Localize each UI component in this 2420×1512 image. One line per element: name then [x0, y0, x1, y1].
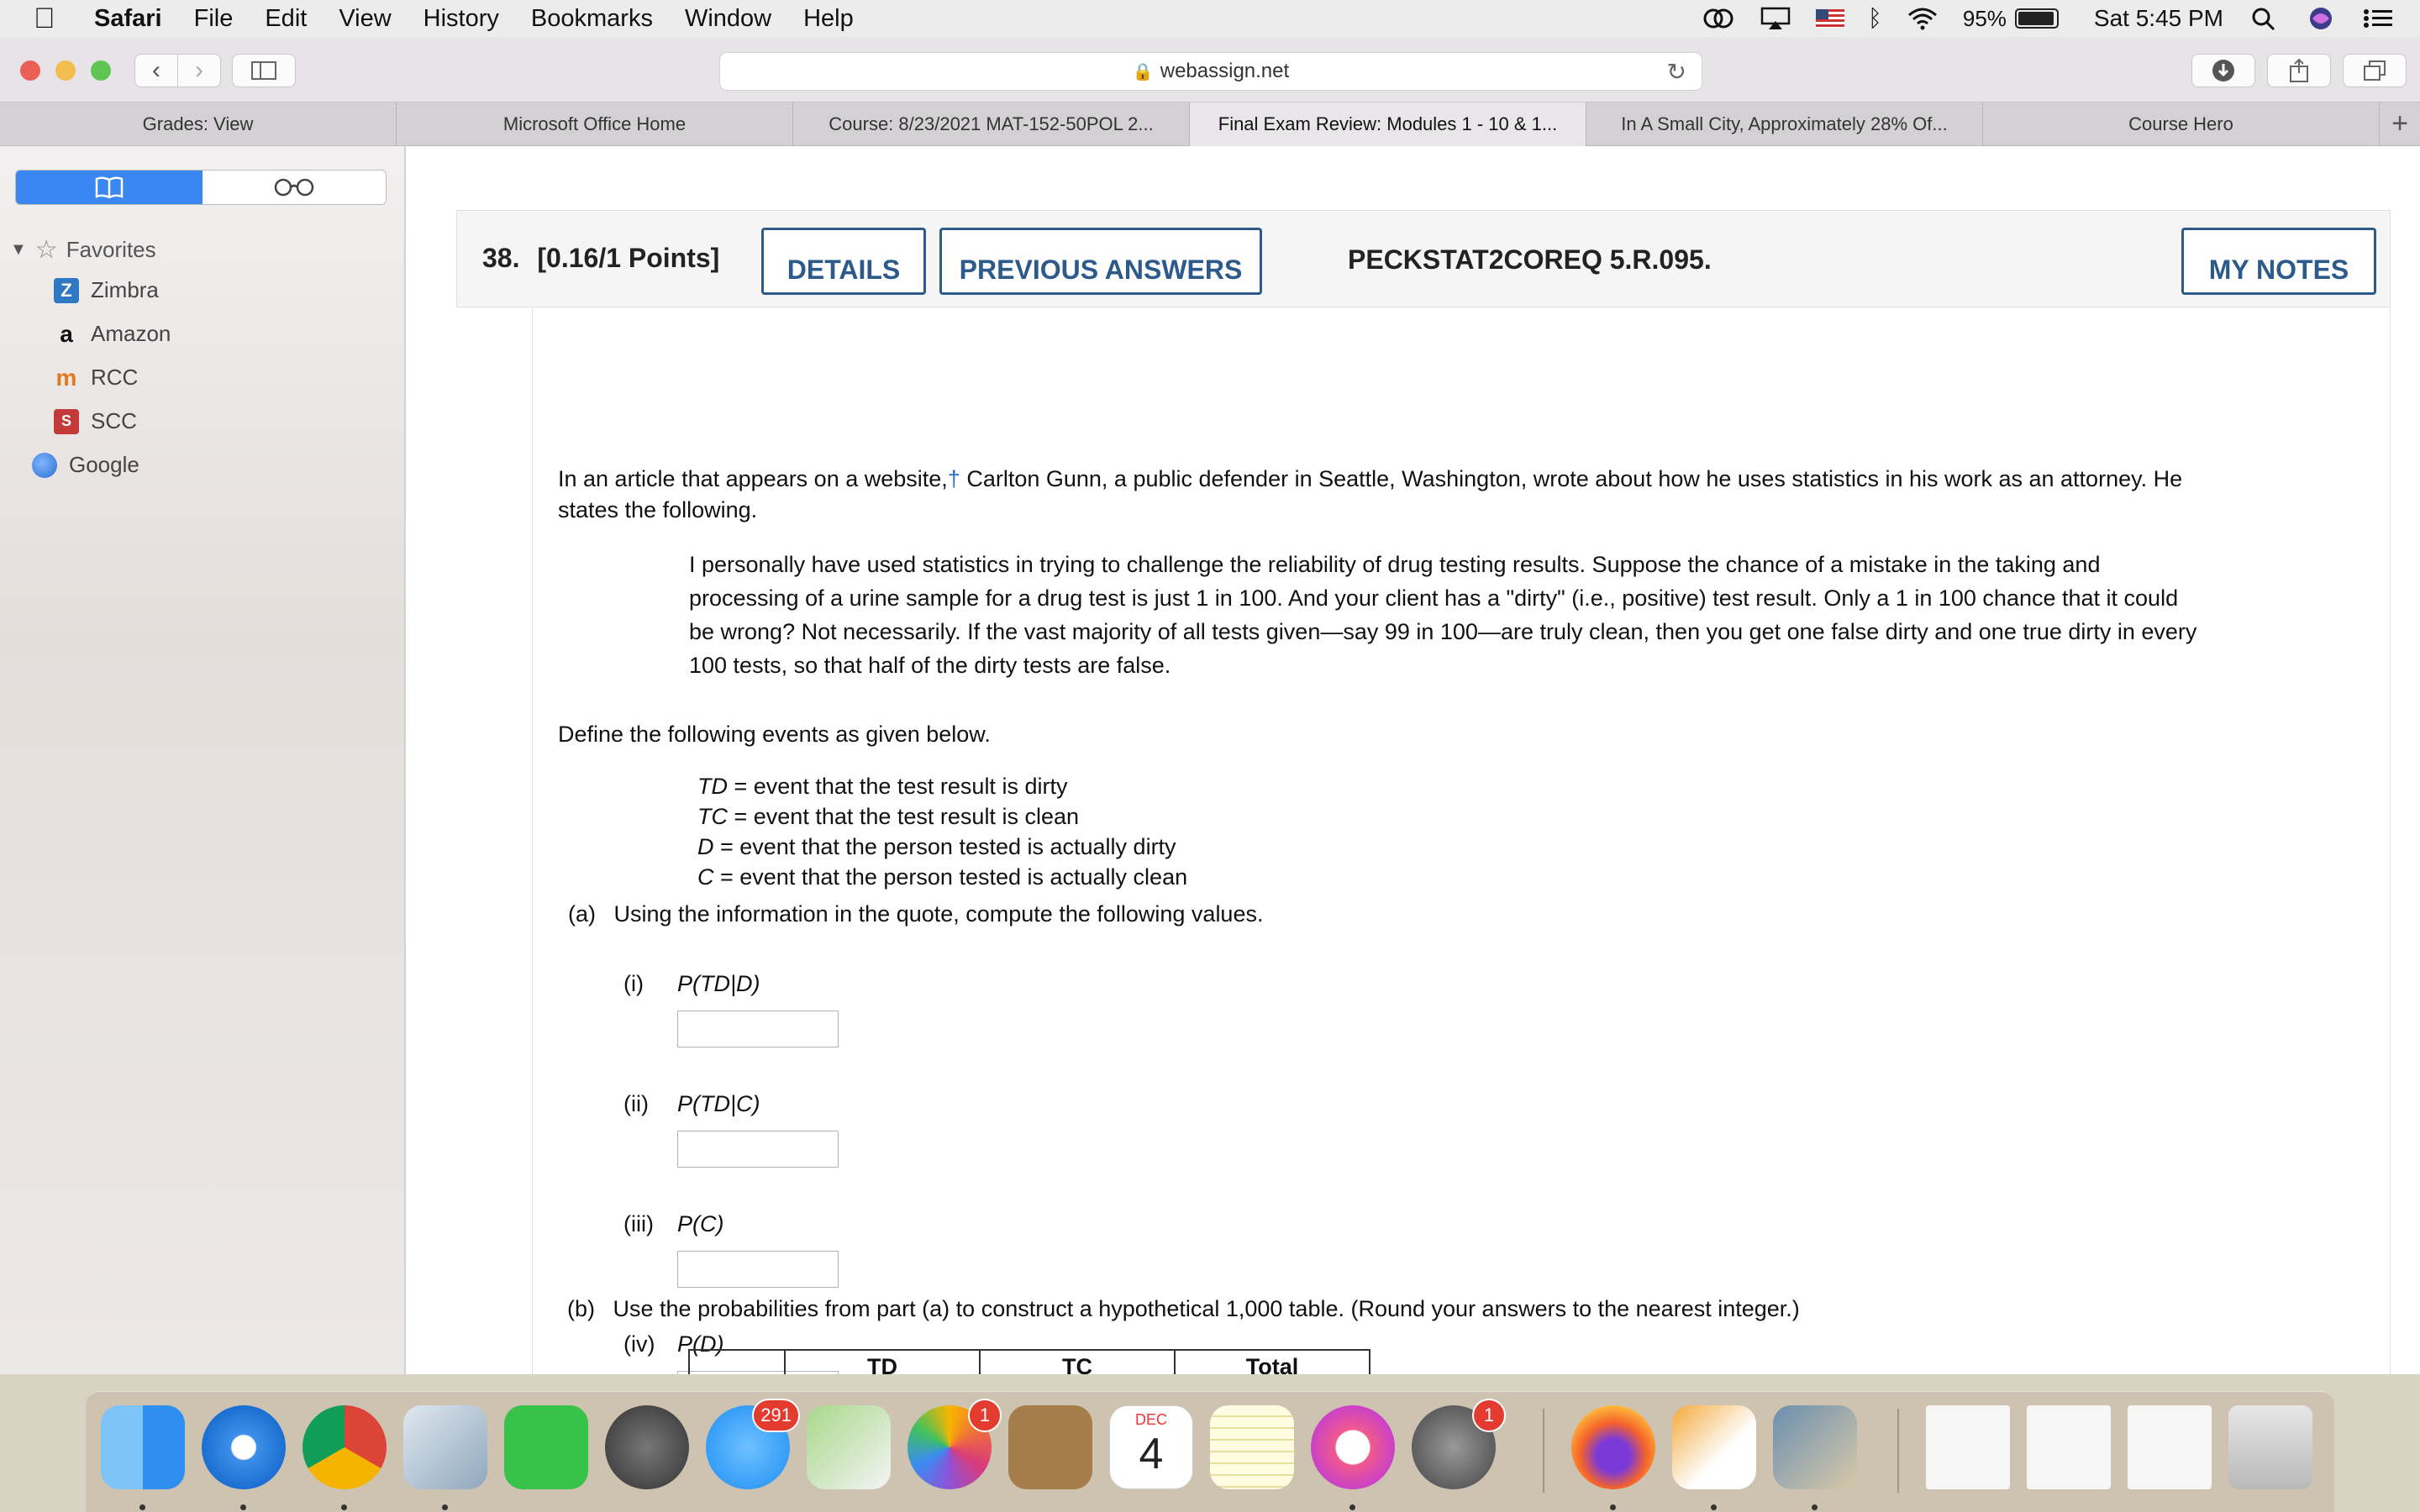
photos-badge: 1 — [968, 1399, 1002, 1432]
airplay-icon[interactable] — [1759, 7, 1792, 30]
running-indicator — [1610, 1504, 1616, 1510]
intro-paragraph — [558, 464, 2381, 526]
table-header-row — [689, 1350, 1370, 1374]
part-b-label: (b) — [567, 1296, 595, 1321]
battery-percent: 95% — [1962, 5, 2007, 31]
clock[interactable]: Sat 5:45 PM — [2093, 5, 2223, 31]
tab-course[interactable]: Course: 8/23/2021 MAT-152-50POL 2... — [793, 102, 1190, 146]
sidebar-segmented-control — [15, 170, 387, 205]
menu-app-name[interactable]: Safari — [94, 4, 162, 32]
running-indicator — [341, 1504, 347, 1510]
running-indicator — [1812, 1504, 1818, 1510]
facetime-icon[interactable] — [504, 1405, 588, 1489]
maps-icon[interactable] — [807, 1405, 891, 1489]
itunes-icon[interactable] — [1311, 1405, 1395, 1489]
share-icon — [2287, 58, 2311, 83]
menu-bookmarks[interactable]: Bookmarks — [530, 4, 653, 32]
document-thumbnail-icon[interactable] — [2128, 1405, 2212, 1489]
subpart-iv-label: (iv) — [623, 1331, 655, 1357]
spotlight-search-icon[interactable] — [2247, 7, 2281, 30]
amazon-icon: a — [60, 320, 73, 347]
question-number-points — [482, 243, 719, 274]
zimbra-icon: Z — [54, 278, 79, 303]
quote-line: I personally have used statistics in trying to challenge the reliability of drug testing results. Suppose the chance of a mistake in the taking and — [689, 552, 2101, 577]
safari-icon[interactable] — [202, 1405, 286, 1489]
answer-input-ii[interactable] — [677, 1131, 839, 1168]
back-button[interactable] — [134, 54, 178, 87]
bookmark-label: RCC — [91, 365, 139, 390]
tab-final-exam-review[interactable]: Final Exam Review: Modules 1 - 10 & 1... — [1190, 102, 1586, 146]
event-d: D = event that the person tested is actually dirty — [697, 834, 1176, 859]
siri-icon[interactable] — [2304, 7, 2338, 30]
bluetooth-icon[interactable]: ᛒ — [1868, 5, 1882, 31]
menu-window[interactable]: Window — [684, 4, 772, 32]
chevron-right-icon: › — [195, 56, 203, 84]
my-notes-button[interactable]: MY NOTES — [2181, 228, 2376, 295]
previous-answers-button[interactable]: PREVIOUS ANSWERS — [939, 228, 1262, 295]
book-icon — [95, 176, 124, 198]
menu-bar — [0, 0, 2420, 37]
bookmark-label: SCC — [91, 408, 137, 433]
quote-line: processing of a urine sample for a drug test is just 1 in 100. And your client has a "dirty" (i.e., positive) test result. Only a 1 in 100 chance that it could — [689, 585, 2179, 611]
part-b-prompt — [567, 1294, 1800, 1325]
finder-icon[interactable] — [101, 1405, 185, 1489]
menu-help[interactable]: Help — [803, 4, 854, 32]
contacts-icon[interactable] — [1008, 1405, 1092, 1489]
event-tc: TC = event that the test result is clean — [697, 804, 1079, 829]
notes-icon[interactable] — [1210, 1405, 1294, 1489]
sidebar-icon — [251, 61, 276, 80]
part-a-label: (a) — [568, 901, 596, 927]
status-area — [1702, 0, 2395, 37]
hypothetical-1000-table — [688, 1349, 1370, 1374]
scc-icon: S — [54, 409, 79, 434]
quote-line: 100 tests, so that half of the dirty tests are false. — [689, 653, 1171, 678]
bookmark-scc[interactable] — [54, 408, 137, 434]
share-button[interactable] — [2267, 54, 2331, 87]
table-header-td: TD — [785, 1350, 980, 1374]
menu-history[interactable]: History — [423, 4, 499, 32]
running-indicator — [240, 1504, 246, 1510]
document-thumbnail-icon[interactable] — [2027, 1405, 2111, 1489]
bookmark-label: Amazon — [91, 321, 171, 346]
favorites-heading: Favorites — [66, 237, 156, 262]
url-text: webassign.net — [1160, 60, 1290, 82]
part-b-text: Use the probabilities from part (a) to construct a hypothetical 1,000 table. (Round your answers to the nearest integer.) — [613, 1296, 1800, 1321]
running-indicator — [1711, 1504, 1717, 1510]
dock — [86, 1391, 2334, 1512]
menu-edit[interactable]: Edit — [265, 4, 308, 32]
notification-center-icon[interactable] — [2361, 7, 2395, 30]
question-number: 38. — [482, 243, 520, 273]
bookmark-google[interactable] — [32, 452, 139, 478]
tab-office-home[interactable]: Microsoft Office Home — [397, 102, 793, 146]
download-icon — [2212, 59, 2235, 82]
event-c: C = event that the person tested is actually clean — [697, 864, 1188, 890]
creative-cloud-icon[interactable] — [1702, 7, 1735, 30]
messages-icon[interactable] — [706, 1405, 790, 1489]
calendar-icon[interactable] — [1109, 1405, 1193, 1489]
rcc-icon: m — [55, 364, 77, 391]
dock-separator — [1543, 1409, 1544, 1493]
mail-icon[interactable] — [403, 1405, 487, 1489]
subpart-i-label: (i) — [623, 971, 644, 996]
browser-toolbar — [0, 37, 2420, 102]
question-points: [0.16/1 Points] — [537, 243, 720, 273]
part-a-text: Using the information in the quote, compute the following values. — [613, 901, 1264, 927]
tab-course-hero[interactable]: Course Hero — [1983, 102, 2380, 146]
subpart-i-expression: P(TD|D) — [677, 971, 760, 996]
tab-overview-button[interactable] — [2343, 54, 2407, 87]
input-source-flag-icon[interactable] — [1816, 9, 1844, 28]
tab-bar — [0, 102, 2420, 146]
quote-line: be wrong? Not necessarily. If the vast majority of all tests given—say 99 in 100—are truly clean, then you get one false dirty and one true dirty in every — [689, 619, 2197, 644]
wifi-icon[interactable] — [1906, 7, 1939, 30]
firefox-icon[interactable] — [1571, 1405, 1655, 1489]
tab-grades[interactable]: Grades: View — [0, 102, 397, 146]
table-header-total: Total — [1175, 1350, 1370, 1374]
chrome-icon[interactable] — [302, 1405, 387, 1489]
question-header — [456, 210, 2391, 307]
calendar-day: 4 — [1139, 1430, 1164, 1478]
lock-icon: 🔒 — [1132, 62, 1154, 81]
answer-input-i[interactable] — [677, 1011, 839, 1047]
downloads-button[interactable] — [2191, 54, 2255, 87]
bookmark-amazon[interactable] — [54, 321, 171, 347]
subpart-iv-expression: P(D) — [677, 1331, 724, 1357]
subpart-iii-label: (iii) — [623, 1211, 654, 1236]
apple-menu-icon[interactable] — [34, 3, 67, 35]
subpart-iii-expression: P(C) — [677, 1211, 724, 1236]
menu-view[interactable]: View — [339, 4, 392, 32]
photos-icon[interactable] — [908, 1405, 992, 1489]
subpart-ii-label: (ii) — [623, 1091, 649, 1116]
table-corner-cell — [689, 1350, 785, 1374]
define-events-text: Define the following events as given below. — [558, 722, 991, 747]
bookmark-rcc[interactable] — [54, 365, 138, 391]
star-icon: ☆ — [34, 236, 58, 264]
glasses-icon — [272, 177, 316, 197]
zoom-window-button[interactable] — [91, 60, 111, 81]
intro-text-b: Carlton Gunn, a public defender in Seattle, Washington, wrote about how he uses statistics in his work as an attorney. He — [960, 466, 2183, 491]
bookmarks-sidebar — [0, 146, 405, 1374]
document-thumbnail-icon[interactable] — [1926, 1405, 2010, 1489]
globe-icon — [32, 453, 57, 478]
launchpad-icon[interactable] — [605, 1405, 689, 1489]
web-page — [406, 146, 2420, 1374]
bookmarks-tab[interactable] — [16, 171, 203, 204]
system-preferences-icon[interactable] — [1412, 1405, 1496, 1489]
event-td: TD = event that the test result is dirty — [697, 774, 1068, 799]
reload-icon[interactable]: ↻ — [1666, 58, 1686, 85]
intro-text-a: In an article that appears on a website, — [558, 466, 948, 491]
bookmark-label: Zimbra — [91, 277, 159, 302]
bookmark-zimbra[interactable] — [54, 277, 159, 303]
quote-block — [689, 548, 2386, 682]
calendar-month: DEC — [1134, 1411, 1167, 1428]
preview-icon[interactable] — [1773, 1405, 1857, 1489]
question-body — [532, 307, 2391, 1374]
answer-input-iii[interactable] — [677, 1251, 839, 1288]
prefs-badge: 1 — [1472, 1399, 1506, 1432]
favorites-group[interactable] — [10, 235, 156, 265]
table-header-tc: TC — [980, 1350, 1175, 1374]
battery-icon — [2015, 8, 2059, 29]
running-indicator — [139, 1504, 145, 1510]
menu-file[interactable]: File — [193, 4, 234, 32]
tab-small-city[interactable]: In A Small City, Approximately 28% Of... — [1586, 102, 1983, 146]
subpart-ii-expression: P(TD|C) — [677, 1091, 760, 1116]
footnote-dagger-link[interactable]: † — [947, 466, 960, 491]
reading-list-tab[interactable] — [203, 171, 386, 204]
address-bar[interactable] — [719, 52, 1702, 91]
minimize-window-button[interactable] — [55, 60, 76, 81]
chevron-left-icon: ‹ — [152, 56, 160, 84]
close-window-button[interactable] — [20, 60, 40, 81]
question-code: PECKSTAT2COREQ 5.R.095. — [1348, 244, 1712, 275]
trash-icon[interactable] — [2228, 1405, 2312, 1489]
disclosure-triangle-icon: ▼ — [10, 240, 27, 259]
event-definitions — [697, 771, 1187, 892]
details-button[interactable]: DETAILS — [761, 228, 926, 295]
dock-separator — [1897, 1409, 1899, 1493]
bookmark-label: Google — [69, 452, 139, 477]
running-indicator — [442, 1504, 448, 1510]
forward-button[interactable] — [177, 54, 221, 87]
battery-status[interactable] — [1963, 6, 2059, 32]
part-a-prompt — [568, 899, 1263, 930]
messages-badge: 291 — [752, 1399, 800, 1432]
pages-icon[interactable] — [1672, 1405, 1756, 1489]
new-tab-button[interactable]: + — [2391, 108, 2408, 139]
tabs-icon — [2363, 60, 2386, 81]
sidebar-toggle-button[interactable] — [232, 54, 296, 87]
intro-text-c: states the following. — [558, 497, 758, 522]
running-indicator — [1349, 1504, 1355, 1510]
